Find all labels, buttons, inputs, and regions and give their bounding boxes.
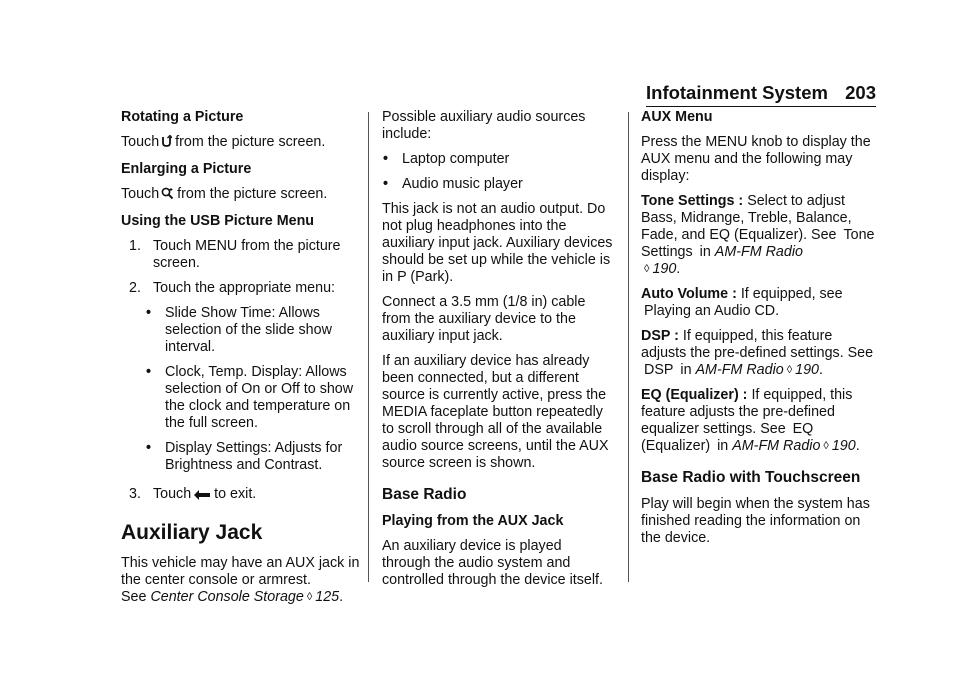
list-item: • Display Settings: Adjusts for Brightness and Contrast. [146, 440, 343, 473]
rotate-icon [161, 135, 172, 153]
section-title: Infotainment System [646, 82, 828, 103]
magnify-icon [161, 187, 174, 205]
header-rule [646, 106, 876, 107]
aux-menu-text: Press the MENU knob to display the AUX menu and the following may display: [641, 134, 871, 184]
auto-volume-entry: Auto Volume : If equipped, see Playing an Audio CD. [641, 286, 843, 319]
xref-am-fm-radio[interactable]: AM-FM Radio [695, 362, 784, 378]
xref-center-console[interactable]: Center Console Storage [150, 589, 304, 605]
page-ref-icon: ◊ [786, 364, 793, 376]
auxiliary-jack-heading: Auxiliary Jack [121, 521, 263, 544]
step-3: 3. Touch to exit. [121, 486, 361, 505]
aux-jack-text: This vehicle may have an AUX jack in the center console or armrest. See Center Console Storage ◊ 125. [121, 555, 360, 605]
page-header [646, 80, 876, 108]
already-connected-text: If an auxiliary device has already been connected, but a different source is currently active, press the MEDIA faceplate button repeatedly to scroll through all of the available audio source screens, until the AUX source screen is shown. [382, 353, 609, 471]
column-2 [382, 109, 614, 597]
page-ref-icon: ◊ [823, 440, 829, 452]
column-divider [628, 112, 629, 582]
xref-am-fm-radio[interactable]: AM-FM Radio [714, 244, 803, 260]
step-2: 2. Touch the appropriate menu: [129, 280, 336, 296]
page-ref-icon: ◊ [306, 591, 313, 603]
playing-aux-text: An auxiliary device is played through the audio system and controlled through the device itself. [382, 538, 603, 588]
page-ref[interactable]: 190 [652, 261, 677, 277]
aux-menu-title: AUX Menu [641, 109, 713, 125]
list-item: • Audio music player [383, 176, 523, 192]
dsp-entry: DSP : If equipped, this feature adjusts the pre-defined settings. See DSP in AM-FM Radio ◊ 190. [641, 328, 874, 378]
xref-playing-cd[interactable]: Playing an Audio CD. [644, 303, 780, 319]
connect-text: Connect a 3.5 mm (1/8 in) cable from the auxiliary device to the auxiliary input jack. [382, 294, 586, 344]
list-item: • Slide Show Time: Allows selection of the slide show interval. [146, 305, 332, 355]
column-3 [641, 109, 881, 555]
rotate-instruction: Touch from the picture screen. [121, 134, 361, 153]
list-item: • Clock, Temp. Display: Allows selection of On or Off to show the clock and temperature on the full screen. [146, 364, 354, 431]
page-ref[interactable]: 125 [315, 589, 340, 605]
page-ref[interactable]: 190 [795, 362, 819, 378]
base-radio-heading: Base Radio [382, 486, 467, 503]
playing-aux-title: Playing from the AUX Jack [382, 513, 564, 529]
usb-menu-title: Using the USB Picture Menu [121, 213, 315, 229]
page-number: 203 [845, 82, 876, 103]
column-divider [368, 112, 369, 582]
page-ref[interactable]: 190 [831, 438, 856, 454]
rotate-title: Rotating a Picture [121, 109, 244, 125]
touchscreen-text: Play will begin when the system has finished reading the information on the device. [641, 496, 870, 546]
back-icon [193, 488, 211, 505]
jack-note: This jack is not an audio output. Do not plug headphones into the auxiliary input jack. Auxiliary devices should be set up while the vehicle is in P (Park). [382, 201, 613, 285]
enlarge-title: Enlarging a Picture [121, 161, 252, 177]
list-item: • Laptop computer [383, 151, 510, 167]
tone-settings-entry: Tone Settings : Select to adjust Bass, Midrange, Treble, Balance, Fade, and EQ (Equalizer). See Tone Settings in AM-FM Radio ◊ 190. [641, 193, 875, 277]
page-ref-icon: ◊ [644, 263, 650, 275]
column-1 [121, 109, 361, 614]
eq-entry: EQ (Equalizer) : If equipped, this feature adjusts the pre-defined equalizer settings. See EQ (Equalizer) in AM-FM Radio ◊ 190. [641, 387, 860, 454]
xref-am-fm-radio[interactable]: AM-FM Radio [732, 438, 821, 454]
sources-intro: Possible auxiliary audio sources include: [382, 109, 586, 142]
menu-bullets [145, 305, 361, 474]
step-1: 1. Touch MENU from the picture screen. [129, 238, 341, 271]
touchscreen-heading: Base Radio with Touchscreen [641, 469, 861, 486]
enlarge-instruction: Touch from the picture screen. [121, 186, 361, 205]
